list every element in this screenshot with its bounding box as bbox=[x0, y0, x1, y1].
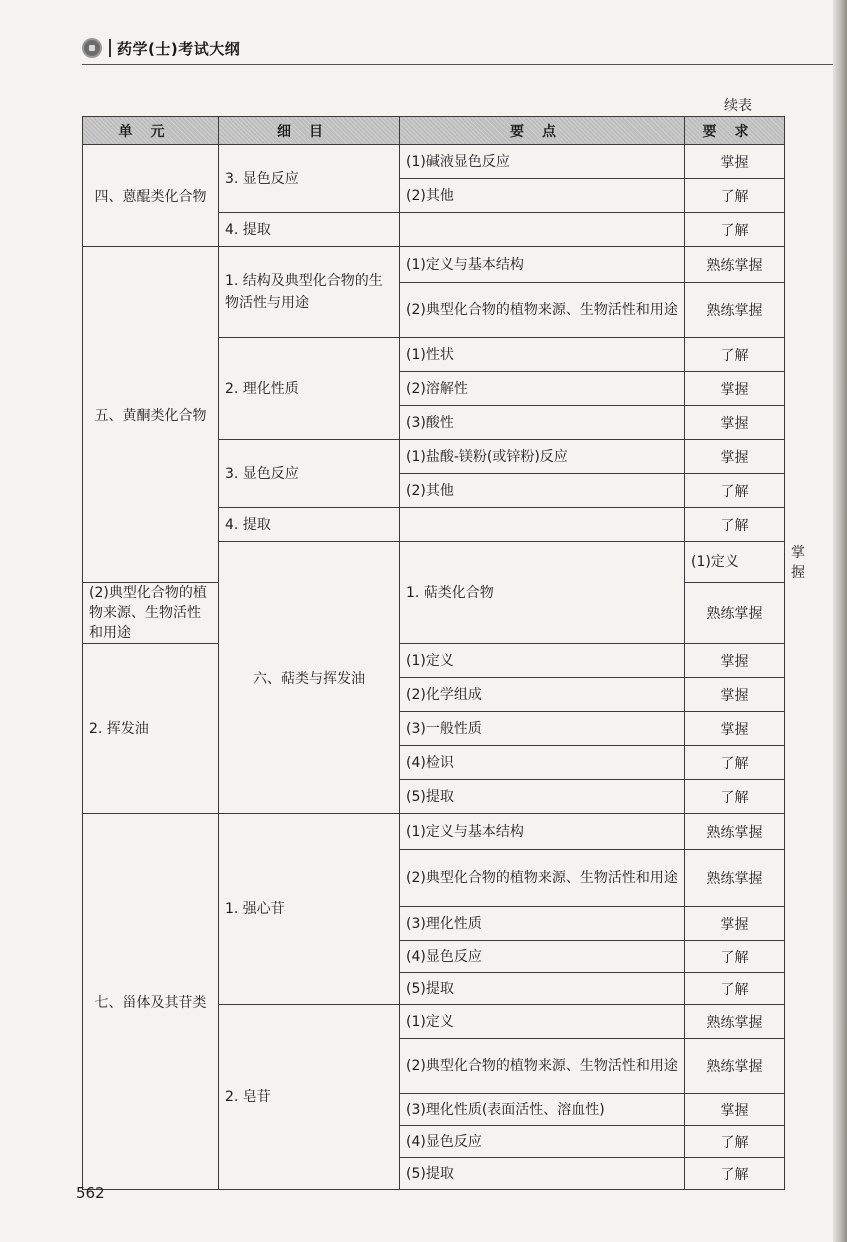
point-cell: (3)酸性 bbox=[400, 406, 685, 440]
point-cell: (5)提取 bbox=[400, 1158, 685, 1190]
item-cell: 1. 强心苷 bbox=[219, 814, 400, 1005]
requirement-cell: 掌握 bbox=[685, 712, 785, 746]
point-cell: (1)定义 bbox=[400, 644, 685, 678]
point-cell: (3)理化性质 bbox=[400, 907, 685, 941]
requirement-cell: 熟练掌握 bbox=[685, 814, 785, 850]
requirement-cell: 了解 bbox=[685, 338, 785, 372]
header-title: 药学(士)考试大纲 bbox=[117, 40, 241, 58]
page-edge-shadow bbox=[833, 0, 847, 1242]
page-header bbox=[82, 36, 833, 66]
point-cell: (5)提取 bbox=[400, 973, 685, 1005]
point-cell: (2)其他 bbox=[400, 474, 685, 508]
requirement-cell: 熟练掌握 bbox=[685, 247, 785, 283]
item-cell: 3. 显色反应 bbox=[219, 145, 400, 213]
item-cell: 4. 提取 bbox=[219, 213, 400, 247]
column-header-requirement: 要求 bbox=[685, 117, 785, 145]
point-cell: (1)性状 bbox=[400, 338, 685, 372]
book-logo-icon bbox=[82, 38, 102, 58]
point-cell: (2)典型化合物的植物来源、生物活性和用途 bbox=[400, 283, 685, 338]
point-cell: (5)提取 bbox=[400, 780, 685, 814]
point-cell bbox=[400, 213, 685, 247]
table-row bbox=[83, 814, 785, 850]
point-cell: (1)定义 bbox=[400, 1005, 685, 1039]
requirement-cell: 了解 bbox=[685, 213, 785, 247]
item-cell: 1. 结构及典型化合物的生物活性与用途 bbox=[219, 247, 400, 338]
item-cell: 2. 理化性质 bbox=[219, 338, 400, 440]
requirement-cell: 了解 bbox=[685, 179, 785, 213]
requirement-cell: 熟练掌握 bbox=[685, 850, 785, 907]
requirement-cell: 熟练掌握 bbox=[685, 583, 785, 644]
requirement-cell: 熟练掌握 bbox=[685, 1005, 785, 1039]
requirement-cell: 熟练掌握 bbox=[685, 1039, 785, 1094]
requirement-cell: 了解 bbox=[685, 941, 785, 973]
requirement-cell: 掌握 bbox=[685, 406, 785, 440]
point-cell: (2)典型化合物的植物来源、生物活性和用途 bbox=[400, 850, 685, 907]
header-divider bbox=[109, 39, 111, 57]
requirement-cell: 熟练掌握 bbox=[685, 283, 785, 338]
syllabus-table bbox=[82, 116, 805, 1190]
point-cell: (2)溶解性 bbox=[400, 372, 685, 406]
table-row: 六、萜类与挥发油 1. 萜类化合物 (1)定义 掌握 bbox=[83, 542, 785, 583]
page-number: 562 bbox=[76, 1184, 105, 1202]
column-header-point: 要点 bbox=[400, 117, 685, 145]
point-cell: (4)检识 bbox=[400, 746, 685, 780]
unit-cell: 四、蒽醌类化合物 bbox=[83, 145, 219, 247]
point-cell: (4)显色反应 bbox=[400, 1126, 685, 1158]
unit-cell: 七、甾体及其苷类 bbox=[83, 814, 219, 1190]
point-cell: (2)化学组成 bbox=[400, 678, 685, 712]
requirement-cell: 掌握 bbox=[685, 372, 785, 406]
column-header-item: 细目 bbox=[219, 117, 400, 145]
requirement-cell: 掌握 bbox=[685, 678, 785, 712]
point-cell bbox=[400, 508, 685, 542]
point-cell: (1)碱液显色反应 bbox=[400, 145, 685, 179]
item-cell: 4. 提取 bbox=[219, 508, 400, 542]
point-cell: (1)盐酸-镁粉(或锌粉)反应 bbox=[400, 440, 685, 474]
requirement-cell: 了解 bbox=[685, 973, 785, 1005]
requirement-cell: 了解 bbox=[685, 1126, 785, 1158]
unit-cell: 六、萜类与挥发油 bbox=[219, 542, 400, 814]
point-cell: (1)定义 bbox=[685, 542, 785, 583]
requirement-cell: 了解 bbox=[685, 746, 785, 780]
point-cell: (2)其他 bbox=[400, 179, 685, 213]
point-cell: (3)一般性质 bbox=[400, 712, 685, 746]
point-cell: (1)定义与基本结构 bbox=[400, 247, 685, 283]
table-row bbox=[83, 247, 785, 283]
requirement-cell: 掌握 bbox=[685, 440, 785, 474]
point-cell: (3)理化性质(表面活性、溶血性) bbox=[400, 1094, 685, 1126]
table-row bbox=[83, 145, 785, 179]
item-cell: 3. 显色反应 bbox=[219, 440, 400, 508]
requirement-cell: 掌握 bbox=[685, 644, 785, 678]
item-cell: 2. 皂苷 bbox=[219, 1005, 400, 1190]
requirement-cell: 了解 bbox=[685, 780, 785, 814]
requirement-cell: 了解 bbox=[685, 474, 785, 508]
table-row bbox=[83, 644, 785, 678]
point-cell: (1)定义与基本结构 bbox=[400, 814, 685, 850]
unit-cell: 五、黄酮类化合物 bbox=[83, 247, 219, 583]
point-cell: (2)典型化合物的植物来源、生物活性和用途 bbox=[83, 583, 219, 644]
item-cell: 2. 挥发油 bbox=[83, 644, 219, 814]
requirement-cell: 掌握 bbox=[685, 907, 785, 941]
item-cell: 1. 萜类化合物 bbox=[400, 542, 685, 644]
requirement-cell: 了解 bbox=[685, 508, 785, 542]
requirement-cell: 掌握 bbox=[685, 145, 785, 179]
continued-label: 续表 bbox=[724, 98, 752, 114]
table-header-row bbox=[83, 117, 785, 145]
point-cell: (2)典型化合物的植物来源、生物活性和用途 bbox=[400, 1039, 685, 1094]
column-header-unit: 单元 bbox=[83, 117, 219, 145]
point-cell: (4)显色反应 bbox=[400, 941, 685, 973]
requirement-cell: 掌握 bbox=[685, 1094, 785, 1126]
header-rule bbox=[82, 64, 833, 65]
requirement-cell: 了解 bbox=[685, 1158, 785, 1190]
